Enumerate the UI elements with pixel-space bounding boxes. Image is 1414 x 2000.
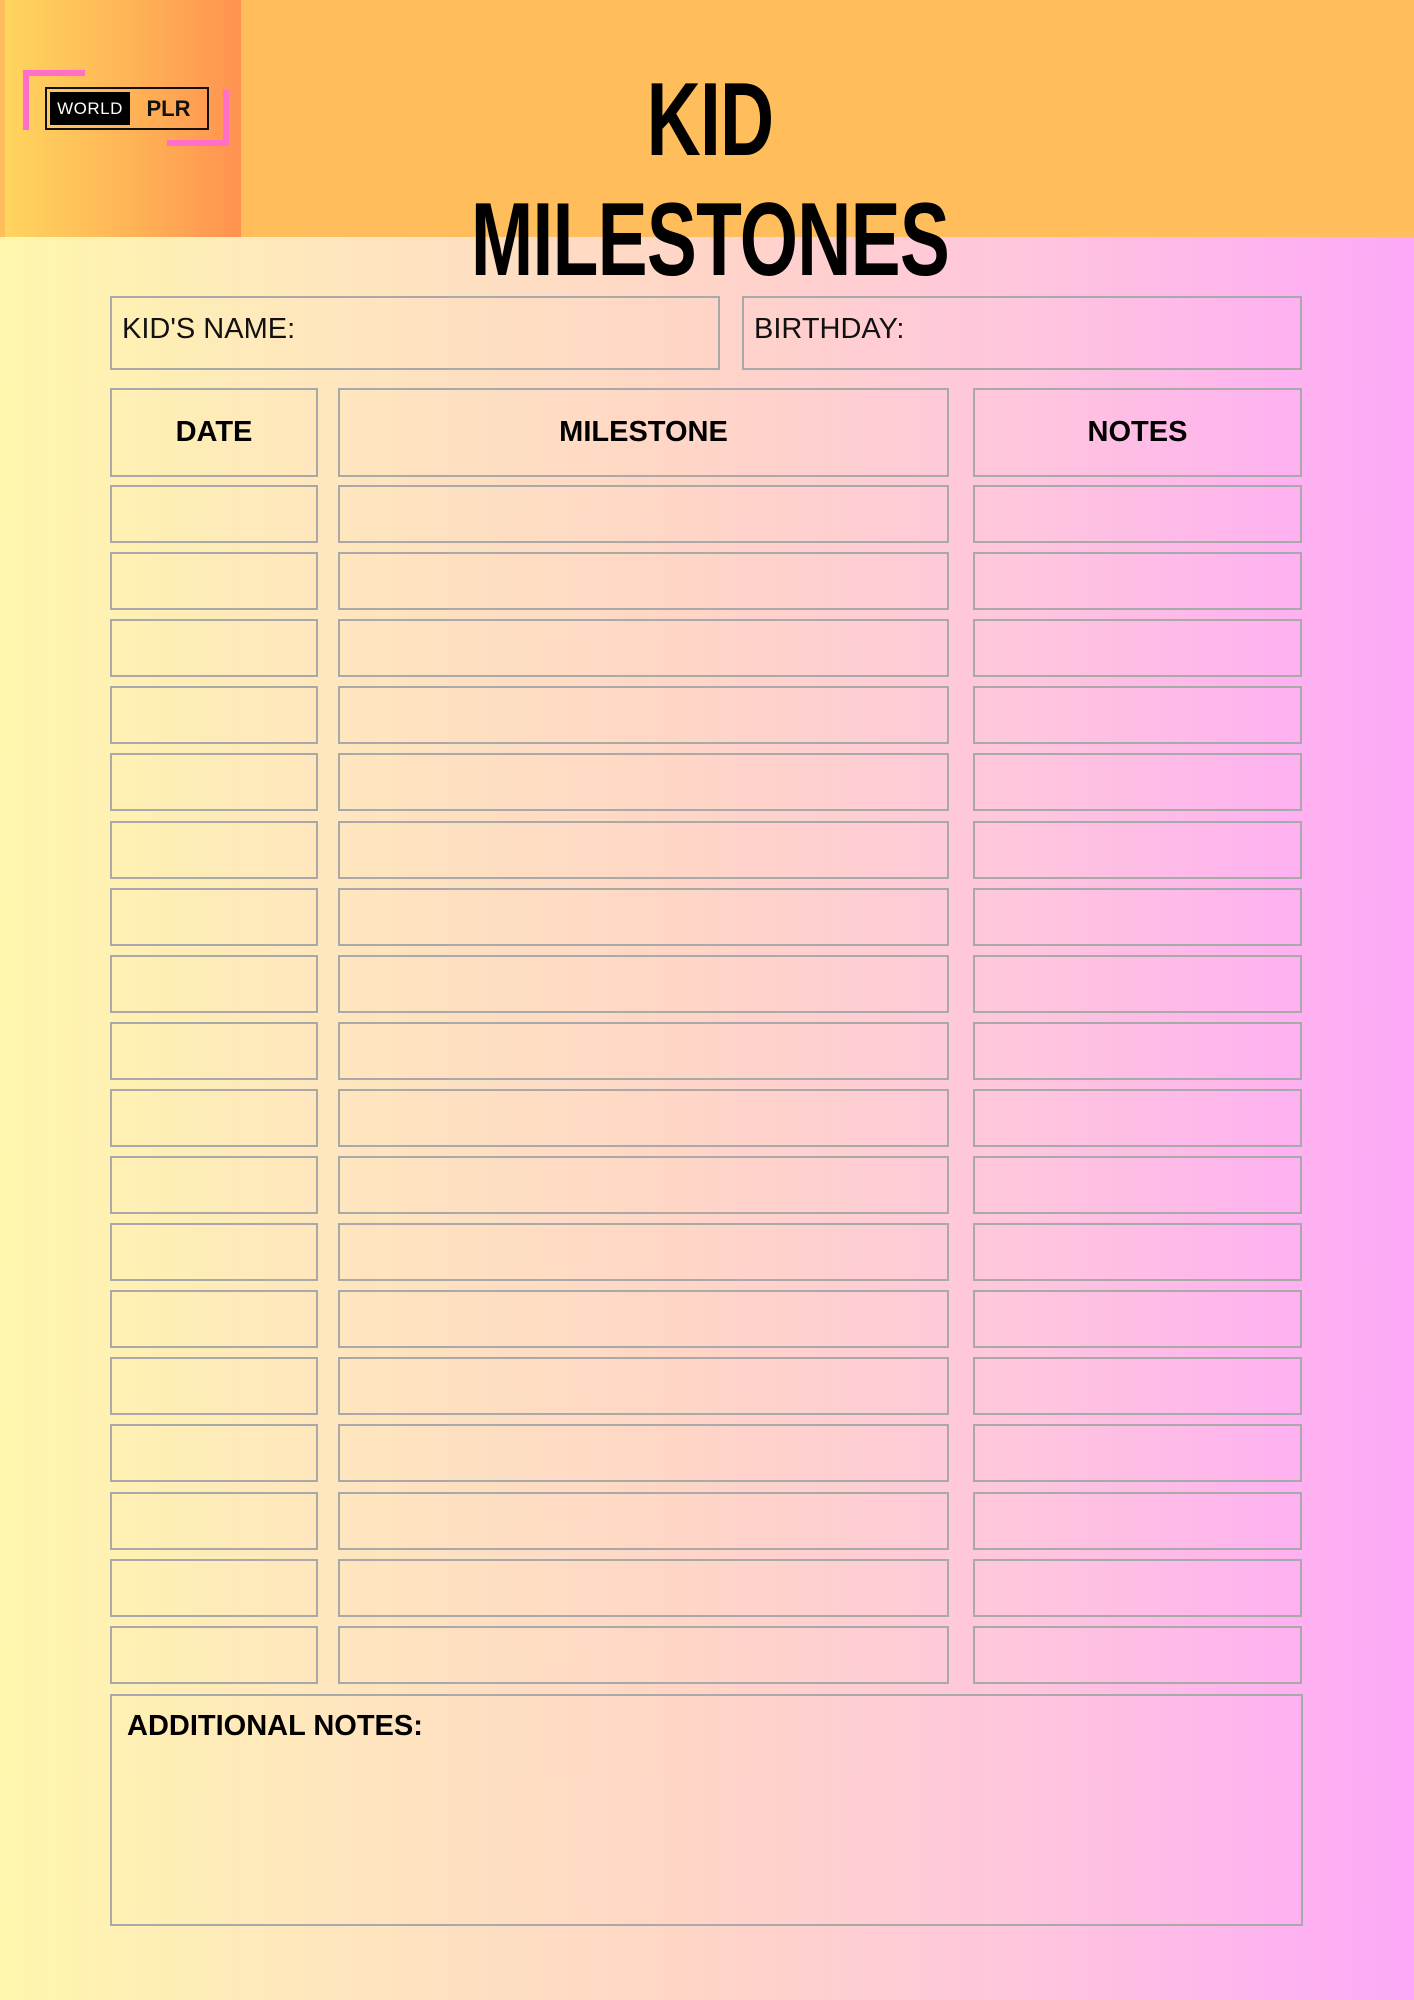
page-title: KID MILESTONES <box>470 62 950 298</box>
column-header-notes-label: NOTES <box>1087 416 1188 448</box>
additional-notes-box[interactable] <box>110 1694 1303 1926</box>
column-header-date <box>110 388 318 477</box>
logo-world-text: WORLD <box>50 92 130 125</box>
date-cell[interactable] <box>110 1424 318 1482</box>
notes-cell[interactable] <box>973 955 1302 1013</box>
date-cell[interactable] <box>110 1290 318 1348</box>
milestone-cell[interactable] <box>338 753 949 811</box>
date-cell[interactable] <box>110 1156 318 1214</box>
logo-corner-right <box>223 90 229 146</box>
milestone-cell[interactable] <box>338 955 949 1013</box>
notes-cell[interactable] <box>973 753 1302 811</box>
logo-plr-text: PLR <box>146 95 191 121</box>
notes-cell[interactable] <box>973 1424 1302 1482</box>
milestone-cell[interactable] <box>338 1357 949 1415</box>
notes-cell[interactable] <box>973 1290 1302 1348</box>
notes-cell[interactable] <box>973 1223 1302 1281</box>
date-cell[interactable] <box>110 1357 318 1415</box>
notes-cell[interactable] <box>973 1022 1302 1080</box>
date-cell[interactable] <box>110 619 318 677</box>
notes-cell[interactable] <box>973 1089 1302 1147</box>
logo-corner-left <box>23 70 29 130</box>
column-header-notes <box>973 388 1302 477</box>
header-banner <box>0 0 1414 298</box>
logo-block <box>5 0 241 237</box>
notes-cell[interactable] <box>973 485 1302 543</box>
date-cell[interactable] <box>110 888 318 946</box>
milestone-cell[interactable] <box>338 485 949 543</box>
milestone-cell[interactable] <box>338 888 949 946</box>
milestone-cell[interactable] <box>338 1089 949 1147</box>
notes-cell[interactable] <box>973 552 1302 610</box>
date-cell[interactable] <box>110 686 318 744</box>
date-cell[interactable] <box>110 485 318 543</box>
date-cell[interactable] <box>110 1492 318 1550</box>
milestone-cell[interactable] <box>338 619 949 677</box>
milestone-cell[interactable] <box>338 821 949 879</box>
date-cell[interactable] <box>110 821 318 879</box>
milestone-cell[interactable] <box>338 1223 949 1281</box>
date-cell[interactable] <box>110 552 318 610</box>
date-cell[interactable] <box>110 1626 318 1684</box>
milestone-cell[interactable] <box>338 1022 949 1080</box>
milestone-cell[interactable] <box>338 1492 949 1550</box>
notes-cell[interactable] <box>973 1626 1302 1684</box>
date-cell[interactable] <box>110 1022 318 1080</box>
birthday-field[interactable] <box>742 296 1302 370</box>
notes-cell[interactable] <box>973 1559 1302 1617</box>
column-header-milestone <box>338 388 949 477</box>
additional-notes-label: ADDITIONAL NOTES: <box>127 1710 423 1742</box>
notes-cell[interactable] <box>973 1156 1302 1214</box>
date-cell[interactable] <box>110 955 318 1013</box>
milestone-cell[interactable] <box>338 1424 949 1482</box>
milestone-cell[interactable] <box>338 1290 949 1348</box>
date-cell[interactable] <box>110 1089 318 1147</box>
milestone-cell[interactable] <box>338 686 949 744</box>
kids-name-field[interactable] <box>110 296 720 370</box>
column-header-date-label: DATE <box>175 416 253 448</box>
logo-corner-bottom <box>167 140 229 146</box>
milestone-cell[interactable] <box>338 552 949 610</box>
notes-cell[interactable] <box>973 1492 1302 1550</box>
notes-cell[interactable] <box>973 686 1302 744</box>
notes-cell[interactable] <box>973 888 1302 946</box>
notes-cell[interactable] <box>973 821 1302 879</box>
logo-corner-top <box>23 70 85 76</box>
notes-cell[interactable] <box>973 1357 1302 1415</box>
logo <box>45 87 209 130</box>
kids-name-label: KID'S NAME: <box>122 313 296 345</box>
milestone-cell[interactable] <box>338 1626 949 1684</box>
milestone-cell[interactable] <box>338 1559 949 1617</box>
date-cell[interactable] <box>110 1223 318 1281</box>
date-cell[interactable] <box>110 753 318 811</box>
date-cell[interactable] <box>110 1559 318 1617</box>
milestone-cell[interactable] <box>338 1156 949 1214</box>
column-header-milestone-label: MILESTONE <box>559 416 728 448</box>
notes-cell[interactable] <box>973 619 1302 677</box>
birthday-label: BIRTHDAY: <box>754 313 905 345</box>
